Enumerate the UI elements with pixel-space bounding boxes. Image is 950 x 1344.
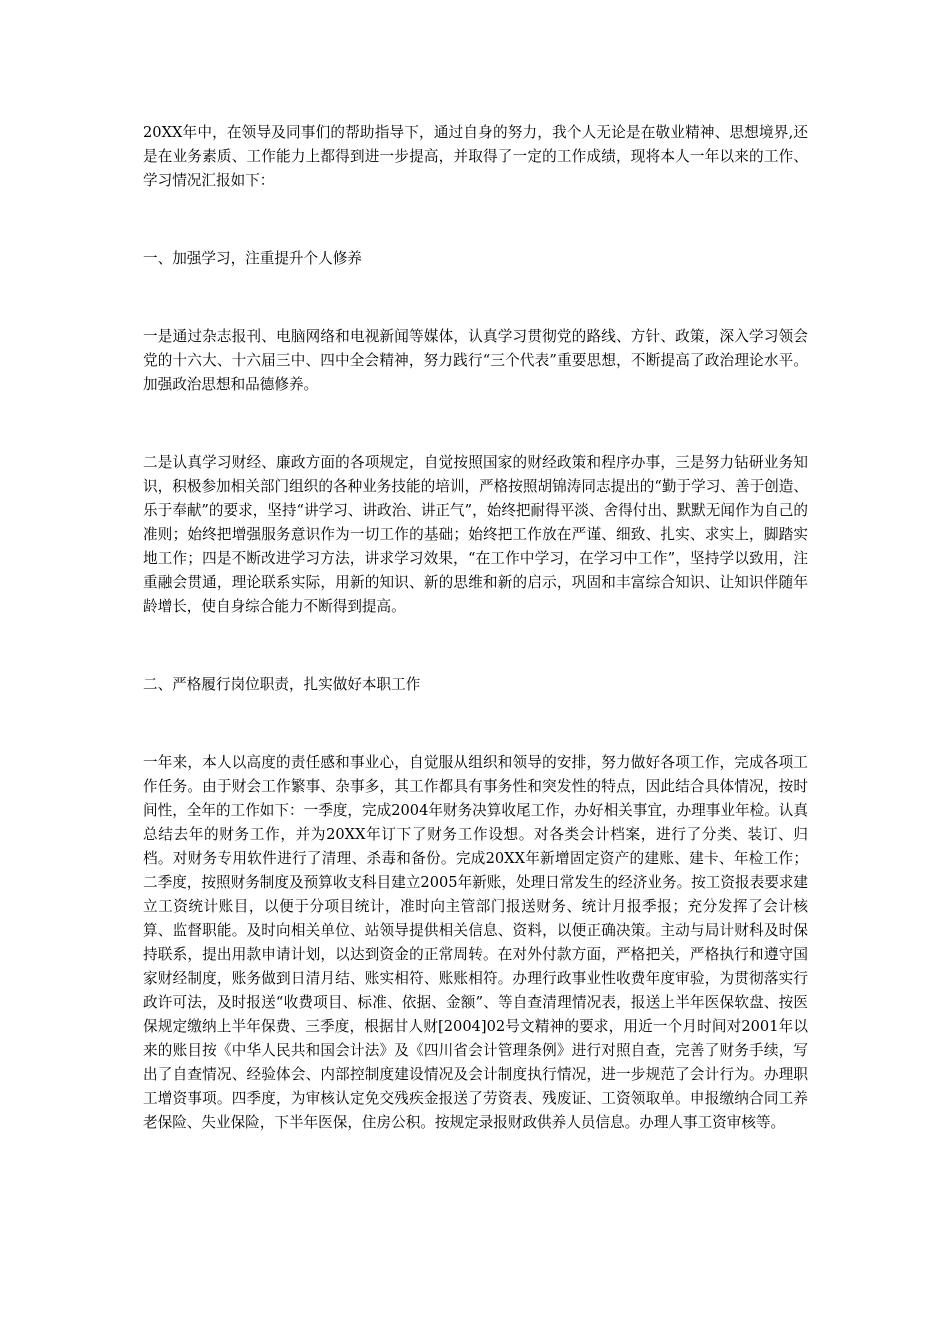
section-1-heading: 一、加强学习，注重提升个人修养	[143, 250, 362, 267]
section-2-heading: 二、严格履行岗位职责，扎实做好本职工作	[143, 676, 421, 693]
section-1-paragraph-2: 二是认真学习财经、廉政方面的各项规定，自觉按照国家的财经政策和程序办事，三是努力钻研业务知识，积极参加相关部门组织的各种业务技能的培训，严格按照胡锦涛同志提出的“勤于学习、善于创造、乐于奉献”的要求，坚持“讲学习、讲政治、讲正气”，始终把耐得平淡、舍得付出、默默无闻作为自己的准则；始终把增强服务意识作为一切工作的基础；始终把工作放在严谨、细致、扎实、求实上，脚踏实地工作；四是不断改进学习方法，讲求学习效果，“在工作中学习，在学习中工作”，坚持学以致用，注重融会贯通，理论联系实际，用新的知识、新的思维和新的启示，巩固和丰富综合知识、让知识伴随年龄增长，使自身综合能力不断得到提高。	[143, 454, 808, 615]
document-body	[143, 121, 808, 1135]
section-1-paragraph-1: 一是通过杂志报刊、电脑网络和电视新闻等媒体，认真学习贯彻党的路线、方针、政策，深入学习领会党的十六大、十六届三中、四中全会精神，努力践行“三个代表”重要思想，不断提高了政治理论水平。加强政治思想和品德修养。	[143, 328, 808, 393]
intro-paragraph: 20XX年中，在领导及同事们的帮助指导下，通过自身的努力，我个人无论是在敬业精神、思想境界,还是在业务素质、工作能力上都得到进一步提高，并取得了一定的工作成绩，现将本人一年以来的工作、学习情况汇报如下：	[143, 124, 808, 189]
section-2-paragraph-1: 一年来，本人以高度的责任感和事业心，自觉服从组织和领导的安排，努力做好各项工作，完成各项工作任务。由于财会工作繁事、杂事多，其工作都具有事务性和突发性的特点，因此结合具体情况，按时间性，全年的工作如下：一季度，完成2004年财务决算收尾工作，办好相关事宜，办理事业年检。认真总结去年的财务工作，并为20XX年订下了财务工作设想。对各类会计档案，进行了分类、装订、归档。对财务专用软件进行了清理、杀毒和备份。完成20XX年新增固定资产的建账、建卡、年检工作；二季度，按照财务制度及预算收支科目建立2005年新账，处理日常发生的经济业务。按工资报表要求建立工资统计账目，以便于分项目统计，准时向主管部门报送财务、统计月报季报；充分发挥了会计核算、监督职能。及时向相关单位、站领导提供相关信息、资料，以便正确决策。主动与局计财科及时保持联系，提出用款申请计划，以达到资金的正常周转。在对外付款方面，严格把关，严格执行和遵守国家财经制度，账务做到日清月结、账实相符、账账相符。办理行政事业性收费年度审验，为贯彻落实行政许可法，及时报送“收费项目、标准、依据、金额”、等自查清理情况表，报送上半年医保软盘、按医保规定缴纳上半年保费、三季度，根据甘人财[2004]02号文精神的要求，用近一个月时间对2001年以来的账目按《中华人民共和国会计法》及《四川省会计管理条例》进行对照自查，完善了财务手续，写出了自查情况、经验体会、内部控制度建设情况及会计制度执行情况，进一步规范了会计行为。办理职工增资事项。四季度，为审核认定免交残疾金报送了劳资表、残废证、工资领取单。申报缴纳合同工养老保险、失业保险，下半年医保，住房公积。按规定录报财政供养人员信息。办理人事工资审核等。	[143, 754, 808, 1131]
